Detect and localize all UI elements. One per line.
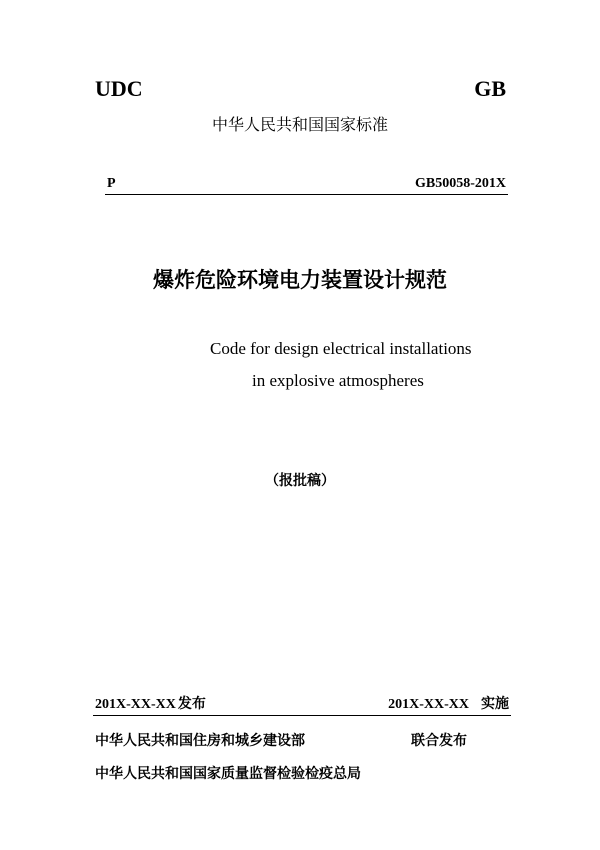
issue-date-group <box>95 693 206 713</box>
national-standard-heading: 中华人民共和国国家标准 <box>211 115 388 134</box>
classification-row <box>105 172 508 195</box>
udc-mark: UDC <box>95 76 143 101</box>
implementation-label: 实施 <box>481 696 509 712</box>
draft-status: （报批稿） <box>265 473 335 489</box>
gb-mark: GB <box>474 76 506 101</box>
classification-code: P <box>107 176 116 191</box>
issuer-ministry: 中华人民共和国住房和城乡建设部 <box>95 733 305 749</box>
document-title-english-line2: in explosive atmospheres <box>252 371 424 390</box>
implementation-date: 201X-XX-XX <box>388 697 469 712</box>
implementation-date-group <box>388 693 509 713</box>
standard-number: GB50058-201X <box>415 176 506 191</box>
issuer-aqsiq: 中华人民共和国国家质量监督检验检疫总局 <box>95 766 361 782</box>
issue-label: 发布 <box>177 696 206 712</box>
document-title-english-line1: Code for design electrical installations <box>210 339 472 358</box>
joint-issue-label: 联合发布 <box>411 733 467 749</box>
document-title-chinese: 爆炸危险环境电力装置设计规范 <box>153 268 447 292</box>
issue-date: 201X-XX-XX <box>95 697 176 712</box>
date-row <box>93 693 511 716</box>
